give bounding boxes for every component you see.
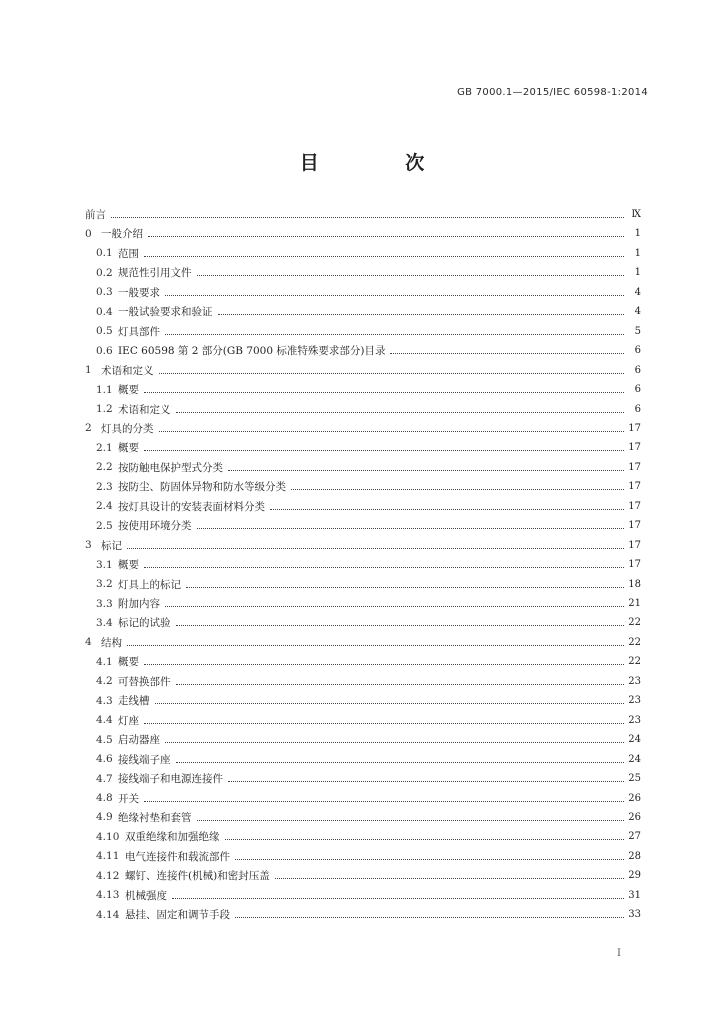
toc-dot-leader: [197, 820, 625, 821]
toc-entry-number: 3.2: [96, 578, 113, 591]
toc-entry-label: 附加内容: [118, 598, 160, 610]
toc-dot-leader: [144, 256, 624, 257]
toc-entry-number: 3: [85, 539, 92, 552]
toc-entry-number: 4.1: [96, 655, 113, 668]
toc-entry-page: 27: [628, 831, 641, 843]
toc-entry[interactable]: [96, 477, 641, 496]
toc-entry[interactable]: [96, 905, 641, 924]
toc-entry-label: 规范性引用文件: [118, 267, 192, 280]
toc-entry-label: 接线端子和电源连接件: [118, 773, 223, 786]
toc-dot-leader: [197, 528, 625, 529]
toc-entry-page: 1: [634, 228, 641, 240]
toc-entry-label: 可替换部件: [118, 675, 171, 688]
toc-entry-number: 4: [85, 636, 92, 649]
toc-dot-leader: [144, 801, 624, 802]
toc-entry[interactable]: [85, 224, 641, 243]
toc-dot-leader: [176, 412, 625, 413]
toc-entry[interactable]: [85, 536, 641, 555]
toc-entry-label: 绝缘衬垫和套管: [118, 811, 192, 824]
toc-entry[interactable]: [96, 302, 641, 321]
toc-entry-page: 1: [634, 247, 641, 259]
toc-entry-label: 标记: [101, 539, 122, 552]
toc-entry[interactable]: [85, 419, 641, 438]
toc-entry[interactable]: [96, 400, 641, 419]
toc-entry-page: Ⅸ: [631, 209, 641, 220]
toc-entry-label: 概要: [118, 442, 139, 455]
toc-dot-leader: [144, 450, 624, 451]
toc-dot-leader: [235, 917, 624, 918]
toc-dot-leader: [176, 684, 625, 685]
toc-entry-number: 3.4: [96, 616, 113, 629]
toc-entry-page: 17: [628, 442, 641, 454]
toc-dot-leader: [159, 431, 625, 432]
toc-entry-number: 1.2: [96, 403, 113, 415]
toc-entry-number: 3.1: [96, 558, 113, 571]
toc-entry[interactable]: [96, 244, 641, 263]
toc-entry-label: 灯座: [118, 714, 139, 727]
toc-entry[interactable]: [96, 283, 641, 302]
toc-entry-page: 17: [628, 520, 641, 532]
toc-entry[interactable]: [96, 516, 641, 535]
toc-dot-leader: [159, 373, 625, 374]
toc-dot-leader: [172, 898, 624, 899]
toc-entry-page: 33: [628, 909, 641, 921]
toc-entry-page: 28: [628, 850, 641, 862]
toc-entry-number: 2.2: [96, 461, 113, 474]
toc-entry[interactable]: [96, 808, 641, 827]
toc-entry[interactable]: [96, 691, 641, 710]
toc-entry-label: 机械强度: [125, 889, 167, 902]
toc-entry-number: 1: [85, 364, 92, 377]
toc-entry-number: 0.3: [96, 286, 113, 299]
toc-entry-page: 4: [634, 286, 641, 298]
toc-dot-leader: [235, 859, 624, 860]
toc-entry[interactable]: [96, 827, 641, 846]
toc-dot-leader: [155, 703, 625, 704]
toc-entry-number: 0.2: [96, 266, 113, 279]
toc-entry-number: 1.1: [96, 383, 113, 396]
toc-entry-page: 17: [628, 461, 641, 473]
toc-entry-page: 23: [628, 675, 641, 687]
toc-entry[interactable]: [96, 594, 641, 613]
toc-entry[interactable]: [96, 847, 641, 866]
toc-dot-leader: [228, 781, 624, 782]
toc-entry-label: 灯具上的标记: [118, 578, 181, 591]
toc-entry-page: 6: [634, 364, 641, 376]
toc-entry-page: 17: [628, 422, 641, 434]
toc-entry-number: 0.5: [96, 325, 113, 338]
toc-entry-page: 4: [634, 306, 641, 318]
toc-entry[interactable]: [85, 633, 641, 652]
toc-dot-leader: [127, 645, 624, 646]
toc-entry-page: 23: [628, 695, 641, 707]
toc-entry-number: 4.6: [96, 753, 113, 766]
toc-entry-label: 概要: [118, 656, 139, 669]
toc-dot-leader: [270, 509, 624, 510]
toc-dot-leader: [225, 839, 625, 840]
toc-entry[interactable]: [96, 789, 641, 808]
toc-dot-leader: [127, 548, 624, 549]
toc-dot-leader: [144, 664, 624, 665]
toc-entry-label: 走线槽: [118, 695, 150, 708]
toc-entry-page: 6: [634, 403, 641, 415]
toc-entry-label: 双重绝缘和加强绝缘: [125, 831, 220, 844]
toc-dot-leader: [144, 392, 624, 393]
toc-entry-page: 24: [628, 734, 641, 746]
toc-dot-leader: [165, 295, 624, 296]
toc-entry-number: 4.9: [96, 811, 113, 824]
toc-entry-number: 2.4: [96, 500, 113, 513]
toc-entry-number: 4.10: [96, 830, 120, 843]
toc-dot-leader: [291, 489, 624, 490]
toc-entry-number: 4.12: [96, 869, 120, 882]
toc-entry-page: 6: [634, 384, 641, 396]
toc-dot-leader: [144, 567, 624, 568]
toc-entry-number: 2.1: [96, 441, 113, 454]
toc-entry[interactable]: [96, 341, 641, 360]
toc-dot-leader: [390, 353, 624, 354]
toc-dot-leader: [111, 217, 624, 218]
toc-entry-label: 概要: [118, 384, 139, 397]
toc-entry-page: 17: [628, 539, 641, 551]
toc-entry-label: 范围: [118, 247, 139, 260]
toc-dot-leader: [197, 275, 625, 276]
toc-entry[interactable]: [96, 652, 641, 671]
toc-entry-label: 开关: [118, 792, 139, 805]
toc-entry-page: 6: [634, 345, 641, 357]
toc-entry-number: 4.14: [96, 908, 120, 921]
toc-entry[interactable]: [96, 613, 641, 632]
toc-entry-number: 4.4: [96, 714, 113, 727]
toc-entry-number: 0.1: [96, 247, 113, 260]
toc-dot-leader: [186, 587, 624, 588]
toc-entry-label: 启动器座: [118, 734, 160, 747]
toc-entry-label: 一般试验要求和验证: [118, 306, 213, 319]
toc-dot-leader: [218, 314, 625, 315]
toc-entry-page: 1: [634, 267, 641, 279]
toc-entry-page: 22: [628, 656, 641, 668]
toc-entry-number: 2.3: [96, 480, 113, 493]
toc-entry-label: 结构: [101, 636, 122, 649]
toc-dot-leader: [148, 236, 624, 237]
toc-entry[interactable]: [96, 438, 641, 457]
toc-entry-label: 术语和定义: [118, 403, 171, 416]
toc-entry-page: 26: [628, 811, 641, 823]
toc-entry[interactable]: [96, 750, 641, 769]
toc-entry-page: 29: [628, 870, 641, 882]
toc-entry-label: 标记的试验: [118, 617, 171, 630]
toc-entry-label: 一般介绍: [101, 228, 143, 241]
toc-entry-number: 4.8: [96, 792, 113, 804]
toc-entry-label: 按灯具设计的安装表面材料分类: [118, 500, 265, 513]
toc-dot-leader: [228, 470, 624, 471]
toc-entry-page: 23: [628, 714, 641, 726]
toc-entry-page: 17: [628, 559, 641, 571]
toc-entry-number: 4.3: [96, 694, 113, 707]
toc-entry-label: IEC 60598 第 2 部分(GB 7000 标准特殊要求部分)目录: [118, 345, 386, 358]
toc-entry-number: 4.5: [96, 733, 113, 746]
toc-entry-number: 4.2: [96, 675, 113, 688]
standard-header: GB 7000.1—2015/IEC 60598-1:2014: [457, 87, 648, 98]
toc-entry[interactable]: [96, 555, 641, 574]
toc-entry-label: 悬挂、固定和调节手段: [125, 909, 230, 922]
toc-entry[interactable]: [96, 886, 641, 905]
toc-dot-leader: [176, 625, 625, 626]
toc-entry-label: 前言: [85, 209, 106, 221]
toc-entry-page: 17: [628, 500, 641, 512]
toc-entry[interactable]: [96, 322, 641, 341]
page-title: 目 次: [299, 152, 465, 174]
toc-entry-number: 0: [85, 227, 92, 240]
page-number: I: [617, 948, 621, 959]
toc-entry-label: 按防触电保护型式分类: [118, 461, 223, 474]
toc-entry-label: 灯具部件: [118, 325, 160, 338]
toc-entry-number: 2.5: [96, 519, 113, 532]
toc-dot-leader: [165, 334, 624, 335]
toc-entry-page: 31: [628, 889, 641, 901]
toc-entry[interactable]: [96, 575, 641, 594]
toc-entry[interactable]: [85, 205, 641, 224]
toc-entry[interactable]: [96, 458, 641, 477]
toc-entry-label: 概要: [118, 559, 139, 572]
toc-entry-label: 术语和定义: [101, 364, 154, 377]
toc-entry[interactable]: [96, 380, 641, 399]
toc-entry-number: 4.7: [96, 772, 113, 785]
toc-dot-leader: [165, 742, 624, 743]
toc-entry-page: 22: [628, 636, 641, 648]
toc-entry-number: 0.4: [96, 305, 113, 318]
toc-entry-label: 灯具的分类: [101, 422, 154, 435]
toc-dot-leader: [144, 723, 624, 724]
toc-entry-page: 18: [628, 578, 641, 590]
toc-entry-page: 17: [628, 481, 641, 493]
toc-entry-page: 26: [628, 792, 641, 804]
toc-entry-number: 0.6: [96, 344, 113, 357]
toc-entry-number: 4.11: [96, 850, 120, 863]
toc-dot-leader: [176, 762, 625, 763]
toc-entry-label: 螺钉、连接件(机械)和密封压盖: [125, 870, 270, 883]
toc-entry-label: 一般要求: [118, 286, 160, 299]
toc-entry[interactable]: [85, 361, 641, 380]
toc-entry-label: 按防尘、防固体异物和防水等级分类: [118, 481, 286, 494]
toc-entry-page: 25: [628, 773, 641, 785]
toc-entry[interactable]: [96, 711, 641, 730]
toc-entry-number: 2: [85, 422, 92, 435]
toc-entry[interactable]: [96, 769, 641, 788]
toc-entry-number: 4.13: [96, 889, 120, 902]
toc-entry[interactable]: [96, 263, 641, 282]
toc-entry[interactable]: [96, 497, 641, 516]
toc-entry-label: 电气连接件和载流部件: [125, 850, 230, 863]
toc-dot-leader: [165, 606, 624, 607]
toc-entry-label: 接线端子座: [118, 753, 171, 766]
toc-entry[interactable]: [96, 730, 641, 749]
toc-dot-leader: [275, 878, 624, 879]
toc-entry-page: 22: [628, 617, 641, 629]
toc-entry-label: 按使用环境分类: [118, 520, 192, 533]
toc-entry-page: 21: [628, 598, 641, 609]
toc-entry-page: 24: [628, 753, 641, 765]
toc-entry[interactable]: [96, 672, 641, 691]
toc-entry-page: 5: [634, 325, 641, 337]
toc-entry-number: 3.3: [96, 597, 113, 610]
toc-entry[interactable]: [96, 866, 641, 885]
